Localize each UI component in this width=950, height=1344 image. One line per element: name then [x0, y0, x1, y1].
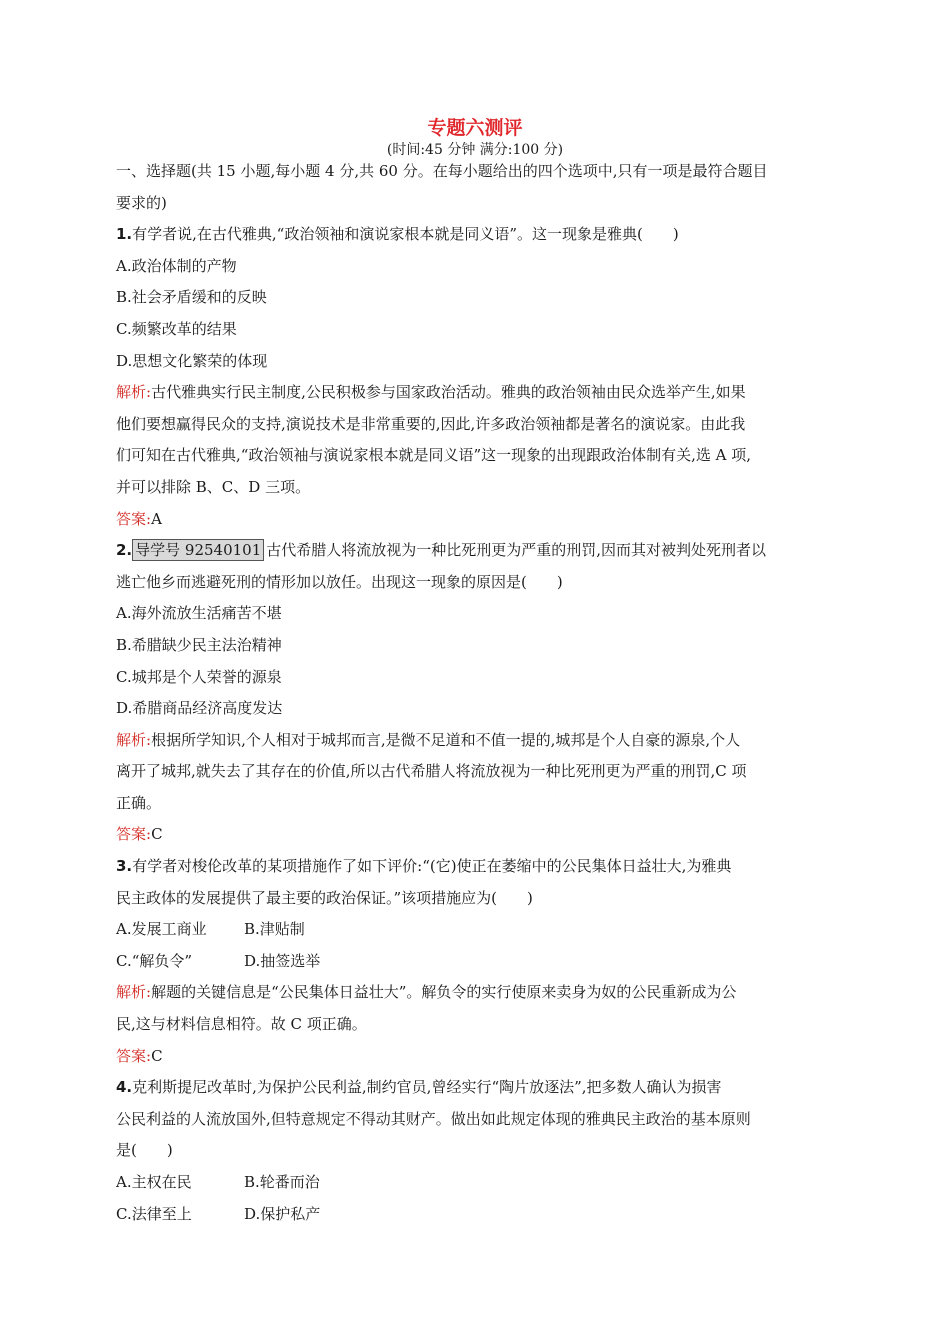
analysis-text: 解题的关键信息是“公民集体日益壮大”。解负令的实行使原来卖身为奴的公民重新成为公: [151, 983, 737, 1002]
question-3-analysis-line: 民,这与材料信息相符。故 C 项正确。: [116, 1015, 367, 1034]
question-4-option-b: B.轮番而治: [244, 1173, 320, 1191]
question-1-analysis-line: 们可知在古代雅典,“政治领袖与演说家根本就是同义语”这一现象的出现跟政治体制有关,选 A 项,: [116, 446, 752, 465]
question-2-option-a: A.海外流放生活痛苦不堪: [116, 604, 282, 623]
question-2-analysis-line: [116, 725, 832, 757]
question-4-stem: [116, 1072, 832, 1104]
section-heading-line-2: 要求的): [116, 193, 167, 212]
analysis-label: 解析:: [116, 730, 152, 749]
question-3-option-b: B.津贴制: [244, 920, 305, 939]
analysis-text: 根据所学知识,个人相对于城邦而言,是微不足道和不值一提的,城邦是个人自豪的源泉,个人: [151, 730, 741, 749]
question-1-option-d: D.思想文化繁荣的体现: [116, 351, 268, 370]
question-2-answer: [116, 819, 832, 851]
question-2-stem-continued: 逃亡他乡而逃避死刑的情形加以放任。出现这一现象的原因是( ): [116, 572, 563, 591]
answer-value: C: [151, 825, 163, 844]
question-3-analysis-line: [116, 977, 832, 1009]
question-number: 4.: [116, 1078, 133, 1097]
answer-label: 答案:: [116, 1046, 152, 1065]
question-2-analysis-line: 离开了城邦,就失去了其存在的价值,所以古代希腊人将流放视为一种比死刑更为严重的刑罚,C 项: [116, 762, 747, 781]
document-title: 专题六测评: [427, 117, 523, 139]
question-2-stem: [116, 535, 832, 567]
document-content: [116, 156, 832, 1230]
question-2-option-b: B.希腊缺少民主法治精神: [116, 635, 282, 654]
analysis-label: 解析:: [116, 983, 152, 1002]
analysis-text: 古代雅典实行民主制度,公民积极参与国家政治活动。雅典的政治领袖由民众选举产生,如果: [151, 383, 746, 402]
question-3-options-row-1: [116, 914, 832, 946]
document-subtitle: (时间:45 分钟 满分:100 分): [386, 142, 564, 158]
answer-label: 答案:: [116, 825, 152, 844]
question-1-option-b: B.社会矛盾缓和的反映: [116, 288, 267, 307]
question-text: 有学者说,在古代雅典,“政治领袖和演说家根本就是同义语”。这一现象是雅典( ): [132, 225, 679, 244]
answer-value: C: [151, 1046, 163, 1065]
question-1-stem: [116, 219, 832, 251]
question-4-options-row-1: [116, 1167, 832, 1199]
question-3-stem: [116, 851, 832, 883]
guide-number-tag: 导学号 92540101: [132, 539, 264, 561]
question-text: 古代希腊人将流放视为一种比死刑更为严重的刑罚,因而其对被判处死刑者以: [266, 541, 767, 560]
question-4-stem-continued: 是( ): [116, 1141, 173, 1160]
question-2-option-d: D.希腊商品经济高度发达: [116, 699, 283, 718]
answer-label: 答案:: [116, 509, 152, 528]
question-1-analysis-line: [116, 377, 832, 409]
question-text: 有学者对梭伦改革的某项措施作了如下评价:“(它)使正在萎缩中的公民集体日益壮大,为雅典: [132, 857, 732, 876]
question-3-options-row-2: [116, 946, 832, 978]
question-4-options-row-2: [116, 1199, 832, 1231]
question-1-option-c: C.频繁改革的结果: [116, 319, 237, 338]
question-3-stem-continued: 民主政体的发展提供了最主要的政治保证。”该项措施应为( ): [116, 888, 533, 907]
question-number: 2.: [116, 541, 133, 560]
question-2-analysis-line: 正确。: [116, 793, 162, 812]
question-4-stem-continued: 公民利益的人流放国外,但特意规定不得动其财产。做出如此规定体现的雅典民主政治的基本原则: [116, 1109, 751, 1128]
question-number: 1.: [116, 225, 133, 244]
question-4-option-a: A.主权在民: [116, 1173, 192, 1191]
answer-value: A: [151, 509, 162, 528]
question-3-option-a: A.发展工商业: [116, 920, 207, 939]
question-text: 克利斯提尼改革时,为保护公民利益,制约官员,曾经实行“陶片放逐法”,把多数人确认为损害: [132, 1078, 722, 1097]
question-number: 3.: [116, 857, 133, 876]
question-3-option-d: D.抽签选举: [244, 951, 321, 970]
analysis-label: 解析:: [116, 383, 152, 402]
question-1-answer: [116, 504, 832, 536]
question-4-option-d: D.保护私产: [244, 1204, 321, 1223]
question-3-option-c: C.“解负令”: [116, 951, 193, 970]
question-1-option-a: A.政治体制的产物: [116, 256, 237, 275]
question-1-analysis-line: 并可以排除 B、C、D 三项。: [116, 477, 311, 496]
question-2-option-c: C.城邦是个人荣誉的源泉: [116, 667, 282, 686]
section-heading-line-1: 一、选择题(共 15 小题,每小题 4 分,共 60 分。在每小题给出的四个选项中,只有一项是最符合题目: [116, 162, 768, 180]
question-3-answer: [116, 1041, 832, 1073]
question-1-analysis-line: 他们要想赢得民众的支持,演说技术是非常重要的,因此,许多政治领袖都是著名的演说家。由此我: [116, 414, 746, 433]
question-4-option-c: C.法律至上: [116, 1204, 192, 1223]
